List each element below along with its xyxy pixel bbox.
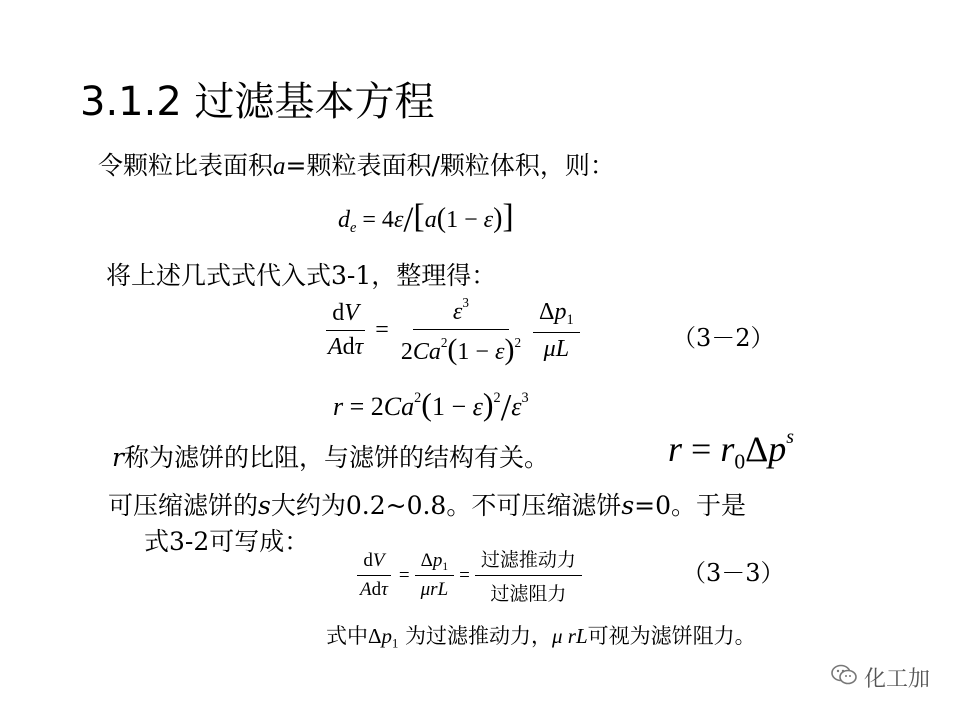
equation-de: $d_e = 4\varepsilon/[a(1 - \varepsilon)]$	[338, 198, 514, 239]
definition-var: a	[273, 153, 286, 180]
compressible-part2: 大约为0.2~0.8。不可压缩滤饼	[270, 491, 622, 520]
definition-prefix: 令颗粒比表面积	[98, 151, 274, 180]
page-title: 3.1.2 过滤基本方程	[80, 79, 435, 125]
equation-3-2-label: （3－2）	[672, 324, 775, 352]
watermark	[830, 662, 930, 693]
specific-resistance-text: 称为滤饼的比阻，与滤饼的结构有关。	[123, 443, 549, 472]
r-var: r	[112, 443, 124, 472]
compressible-line-2: 式3-2可写成：	[144, 527, 310, 556]
compressible-part3: =0。于是	[634, 491, 747, 520]
explanation-b: 为过滤推动力，	[405, 624, 552, 648]
substitution-line: 将上述几式式代入式3-1，整理得：	[106, 261, 497, 290]
specific-resistance-line	[112, 438, 549, 474]
equation-3-2: $\frac{dV}{\text{Adτ}}$ = $\frac{\varepsilon^3}{2Ca^2(1 - \varepsilon)^2}$ $\frac{\Delta p_1}{\mu L}$	[322, 295, 580, 367]
definition-line	[98, 146, 615, 182]
equation-r: $r = 2Ca^2(1 - \varepsilon)^2/\varepsilon^3$	[333, 386, 529, 429]
compressible-part1: 可压缩滤饼的	[108, 491, 259, 520]
explanation-c: 可视为滤饼阻力。	[587, 624, 756, 648]
explanation-a: 式中	[326, 624, 368, 648]
compressible-line	[108, 486, 746, 522]
s-var-2: s	[621, 491, 635, 520]
watermark-text: 化工加	[863, 667, 930, 692]
definition-suffix: =颗粒表面积/颗粒体积，则：	[285, 151, 615, 180]
equation-3-3-label: （3－3）	[682, 559, 785, 587]
equation-r-power: $r = r_0\Delta p^s$	[668, 426, 794, 474]
explanation-line: 式中$\Delta p_1$ 为过滤推动力，μ rL可视为滤饼阻力。	[326, 624, 756, 651]
frac3-num: 过滤推动力	[475, 545, 582, 576]
wechat-icon	[830, 663, 858, 693]
frac3-den: 过滤阻力	[490, 583, 567, 605]
equation-3-3: $\frac{dV}{\text{Adτ}}$ = $\frac{\Delta p_1}{\text{μrL}}$ = $\frac{\text{过滤推动力}}{\text{过滤阻力}}$	[354, 545, 582, 606]
s-var: s	[258, 491, 271, 520]
